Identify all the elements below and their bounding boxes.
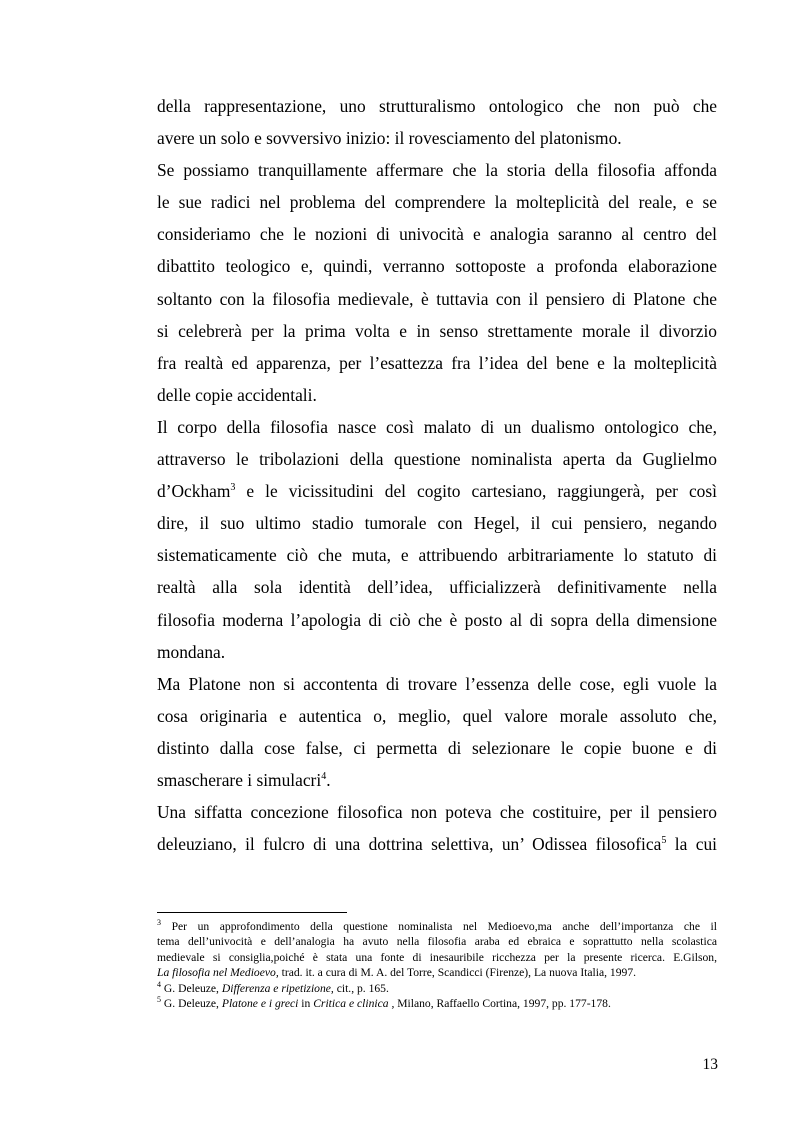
footnote-3-line [157,965,717,980]
text-line: della rappresentazione, uno strutturalismo ontologico che non può che [157,96,717,116]
text-fragment: deleuziano, il fulcro di una dottrina selettiva, un’ Odissea filosofica [157,834,662,855]
footnote-ref-5: 5 [661,835,667,847]
text-line: consideriamo che le nozioni di univocità e analogia saranno al centro del [157,224,717,245]
text-line: mondana. [157,641,226,662]
text-line: soltanto con la filosofia medievale, è tuttavia con il pensiero di Platone che [157,288,717,309]
footnote-book-title: Platone e i greci [221,997,299,1011]
footnotes [157,919,717,1011]
text-fragment: . [326,769,331,790]
text-line: cosa originaria e autentica o, meglio, quel valore morale assoluto che, [157,705,717,726]
text-line: delle copie accidentali. [157,384,317,405]
footnote-ref-3: 3 [230,482,236,494]
footnote-4-line [157,981,717,996]
text-fragment: smascherare i simulacri [157,769,322,790]
footnote-separator [157,912,347,913]
text-fragment: d’Ockham [157,481,231,502]
footnote-book-title: La filosofia nel Medioevo, [157,966,279,980]
footnote-3-line [157,919,717,934]
text-line: si celebrerà per la prima volta e in senso strettamente morale il divorzio [157,320,717,341]
text-line: sistematicamente ciò che muta, e attribuendo arbitrariamente lo statuto di [157,545,717,566]
footnote-book-title: Differenza e ripetizione, [221,981,334,995]
text-line: Il corpo della filosofia nasce così malato di un dualismo ontologico che, [157,416,717,437]
text-fragment: e le vicissitudini del cogito cartesiano, raggiungerà, per così [246,481,717,502]
text-line: filosofia moderna l’apologia di ciò che è posto al di sopra della dimensione [157,609,717,630]
footnote-text: cit., p. 165. [333,981,389,995]
text-line [157,764,717,796]
footnote-text: G. Deleuze, [163,997,222,1011]
text-line: dibattito teologico e, quindi, verranno sottoposte a profonda elaborazione [157,256,717,277]
text-line: dire, il suo ultimo stadio tumorale con Hegel, il cui pensiero, negando [157,513,717,534]
page-number: 13 [702,1056,718,1073]
footnote-text: Per un approfondimento della questione nominalista nel Medioevo,ma anche dell’importanza che il [171,920,717,933]
footnote-ref-4: 4 [321,771,327,783]
text-line: avere un solo e sovversivo inizio: il rovesciamento del platonismo. [157,128,622,149]
footnote-text: G. Deleuze, [163,981,222,995]
text-line: fra realtà ed apparenza, per l’esattezza fra l’idea del bene e la molteplicità [157,352,717,373]
footnote-mark-5: 5 [157,996,161,1005]
text-line: Ma Platone non si accontenta di trovare l’essenza delle cose, egli vuole la [157,673,717,694]
text-line: Una siffatta concezione filosofica non poteva che costituire, per il pensiero [157,802,717,823]
text-line: distinto dalla cose false, ci permetta di selezionare le copie buone e di [157,737,717,758]
footnote-mark-3: 3 [157,919,161,928]
footnote-mark-4: 4 [157,980,161,989]
footnote-3-line: medievale si consiglia,poiché è stata una fonte di inesauribile ricchezza per la presente ricerca. E.Gilson, [157,950,717,964]
text-line: realtà alla sola identità dell’idea, ufficializzerà definitivamente nella [157,577,717,598]
text-line [157,475,717,507]
text-fragment: la cui [674,834,717,855]
text-line: Se possiamo tranquillamente affermare che la storia della filosofia affonda [157,160,717,181]
body-text [157,90,717,860]
text-line: attraverso le tribolazioni della questione nominalista aperta da Guglielmo [157,449,717,470]
footnote-text: Milano, Raffaello Cortina, 1997, pp. 177-178. [394,997,611,1011]
footnote-3-line: tema dell’univocità e dell’analogia ha avuto nella filosofia araba ed ebraica e soprattutto nella scolastica [157,935,717,949]
footnote-text: in [298,997,314,1011]
footnote-book-title: Critica e clinica , [313,997,395,1011]
text-line [157,828,717,860]
footnote-text: trad. it. a cura di M. A. del Torre, Scandicci (Firenze), La nuova Italia, 1997. [278,966,637,980]
text-line: le sue radici nel problema del comprendere la molteplicità del reale, e se [157,192,717,213]
footnote-5-line [157,996,717,1011]
